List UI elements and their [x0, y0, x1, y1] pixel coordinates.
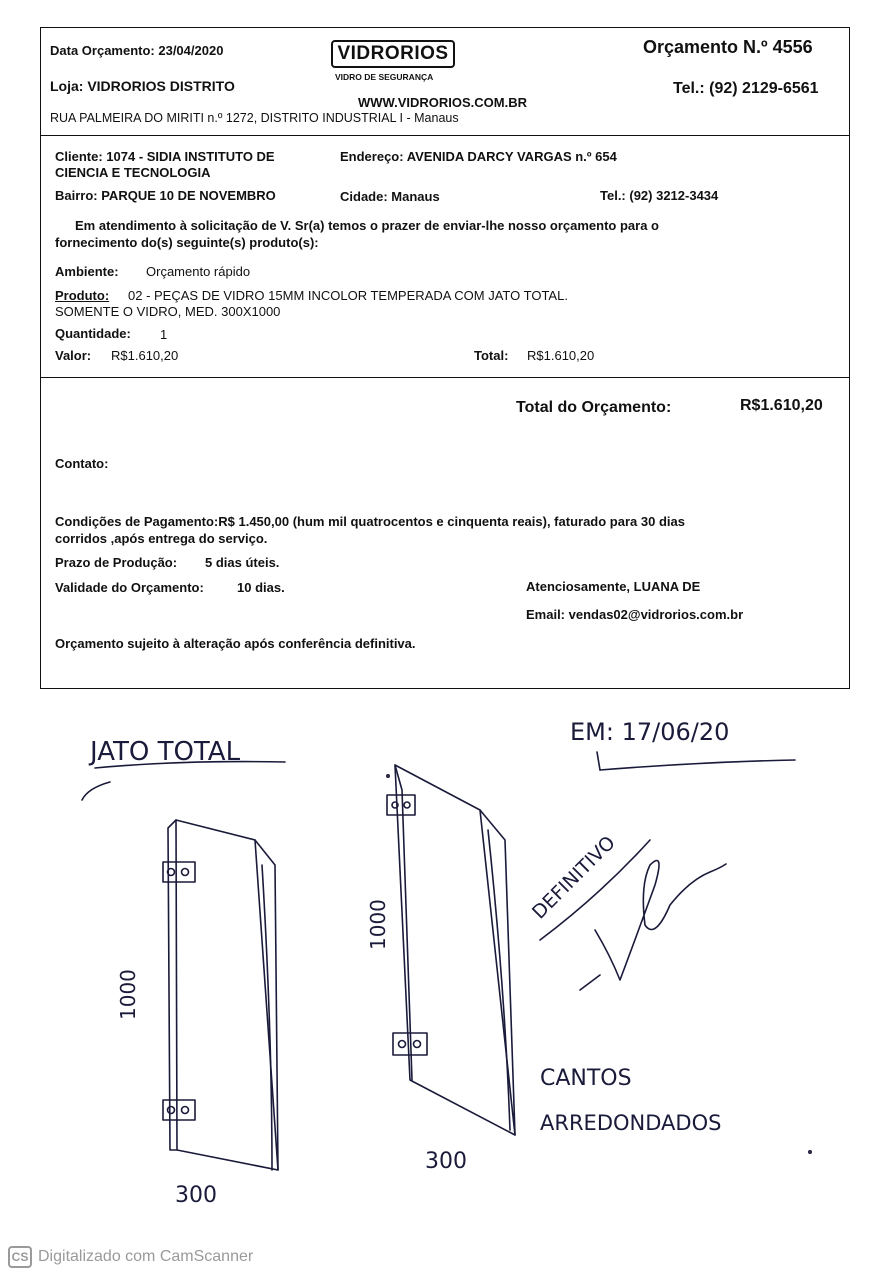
payment-terms: Condições de Pagamento:R$ 1.450,00 (hum mil quatrocentos e cinquenta reais), faturado para 30 dias [55, 514, 685, 529]
quote-total-label: Total do Orçamento: [516, 399, 672, 416]
logo-tagline: VIDRO DE SEGURANÇA [335, 72, 434, 82]
production-value: 5 dias úteis. [205, 555, 280, 570]
item-total-label: Total: [474, 348, 509, 363]
validity-value: 10 dias. [237, 580, 285, 595]
left-dim-height: 1000 [116, 969, 140, 1020]
client-address: Endereço: AVENIDA DARCY VARGAS n.º 654 [340, 149, 617, 164]
jato-underline-tail [82, 782, 110, 800]
note-definitivo: DEFINITIVO [527, 831, 620, 924]
contact-email: Email: vendas02@vidrorios.com.br [526, 607, 744, 622]
left-dim-width: 300 [175, 1183, 217, 1208]
date-underline [600, 760, 795, 770]
quote-total-value: R$1.610,20 [740, 397, 823, 414]
quantidade-label: Quantidade: [55, 326, 131, 341]
produto-label: Produto: [55, 288, 110, 303]
store-address: RUA PALMEIRA DO MIRITI n.º 1272, DISTRITO INDUSTRIAL I - Manaus [50, 111, 459, 125]
right-glass-panel [395, 765, 515, 1135]
regards: Atenciosamente, LUANA DE [526, 579, 701, 594]
item-divider [40, 377, 850, 378]
signature-mark [580, 975, 600, 990]
handwritten-sketch [0, 690, 870, 1240]
item-total-value: R$1.610,20 [527, 348, 595, 363]
store-name: Loja: VIDRORIOS DISTRITO [50, 78, 235, 94]
camscanner-text: Digitalizado com CamScanner [38, 1248, 254, 1265]
quote-date: Data Orçamento: 23/04/2020 [50, 43, 224, 58]
quote-number: Orçamento N.º 4556 [643, 37, 813, 57]
camscanner-logo: CS [8, 1246, 32, 1268]
note-date: EM: 17/06/20 [570, 718, 730, 746]
valor-label: Valor: [55, 348, 92, 363]
production-label: Prazo de Produção: [55, 555, 178, 570]
produto-value-line2: SOMENTE O VIDRO, MED. 300X1000 [55, 304, 281, 319]
note-arredondados: ARREDONDADOS [540, 1111, 722, 1135]
note-cantos: CANTOS [540, 1066, 632, 1091]
right-dim-width: 300 [425, 1149, 467, 1174]
signature [595, 861, 726, 981]
intro-text-line2: fornecimento do(s) seguinte(s) produto(s): [55, 235, 319, 250]
valor-value: R$1.610,20 [111, 348, 179, 363]
client-district: Bairro: PARQUE 10 DE NOVEMBRO [55, 188, 276, 203]
date-underline-tail [597, 752, 600, 770]
contact-label: Contato: [55, 456, 109, 471]
company-phone: Tel.: (92) 2129-6561 [673, 80, 819, 97]
produto-value: 02 - PEÇAS DE VIDRO 15MM INCOLOR TEMPERADA COM JATO TOTAL. [128, 288, 568, 303]
ambiente-label: Ambiente: [55, 264, 119, 279]
validity-label: Validade do Orçamento: [55, 580, 204, 595]
payment-terms-line2: corridos ,após entrega do serviço. [55, 531, 268, 546]
intro-text: Em atendimento à solicitação de V. Sr(a) temos o prazer de enviar-lhe nosso orçamento para o [75, 218, 659, 233]
company-logo: VIDRORIOS [331, 40, 455, 68]
note-jato: JATO TOTAL [90, 737, 241, 767]
client-phone: Tel.: (92) 3212-3434 [600, 188, 719, 203]
client-name-line2: CIENCIA E TECNOLOGIA [55, 165, 211, 180]
client-name: Cliente: 1074 - SIDIA INSTITUTO DE [55, 149, 275, 164]
client-city: Cidade: Manaus [340, 189, 440, 204]
disclaimer: Orçamento sujeito à alteração após conferência definitiva. [55, 636, 416, 651]
quantidade-value: 1 [160, 327, 168, 342]
company-website: WWW.VIDRORIOS.COM.BR [358, 95, 527, 110]
right-dim-height: 1000 [366, 899, 390, 950]
ambiente-value: Orçamento rápido [146, 264, 251, 279]
camscanner-watermark [8, 1246, 253, 1268]
header-divider [40, 135, 850, 136]
